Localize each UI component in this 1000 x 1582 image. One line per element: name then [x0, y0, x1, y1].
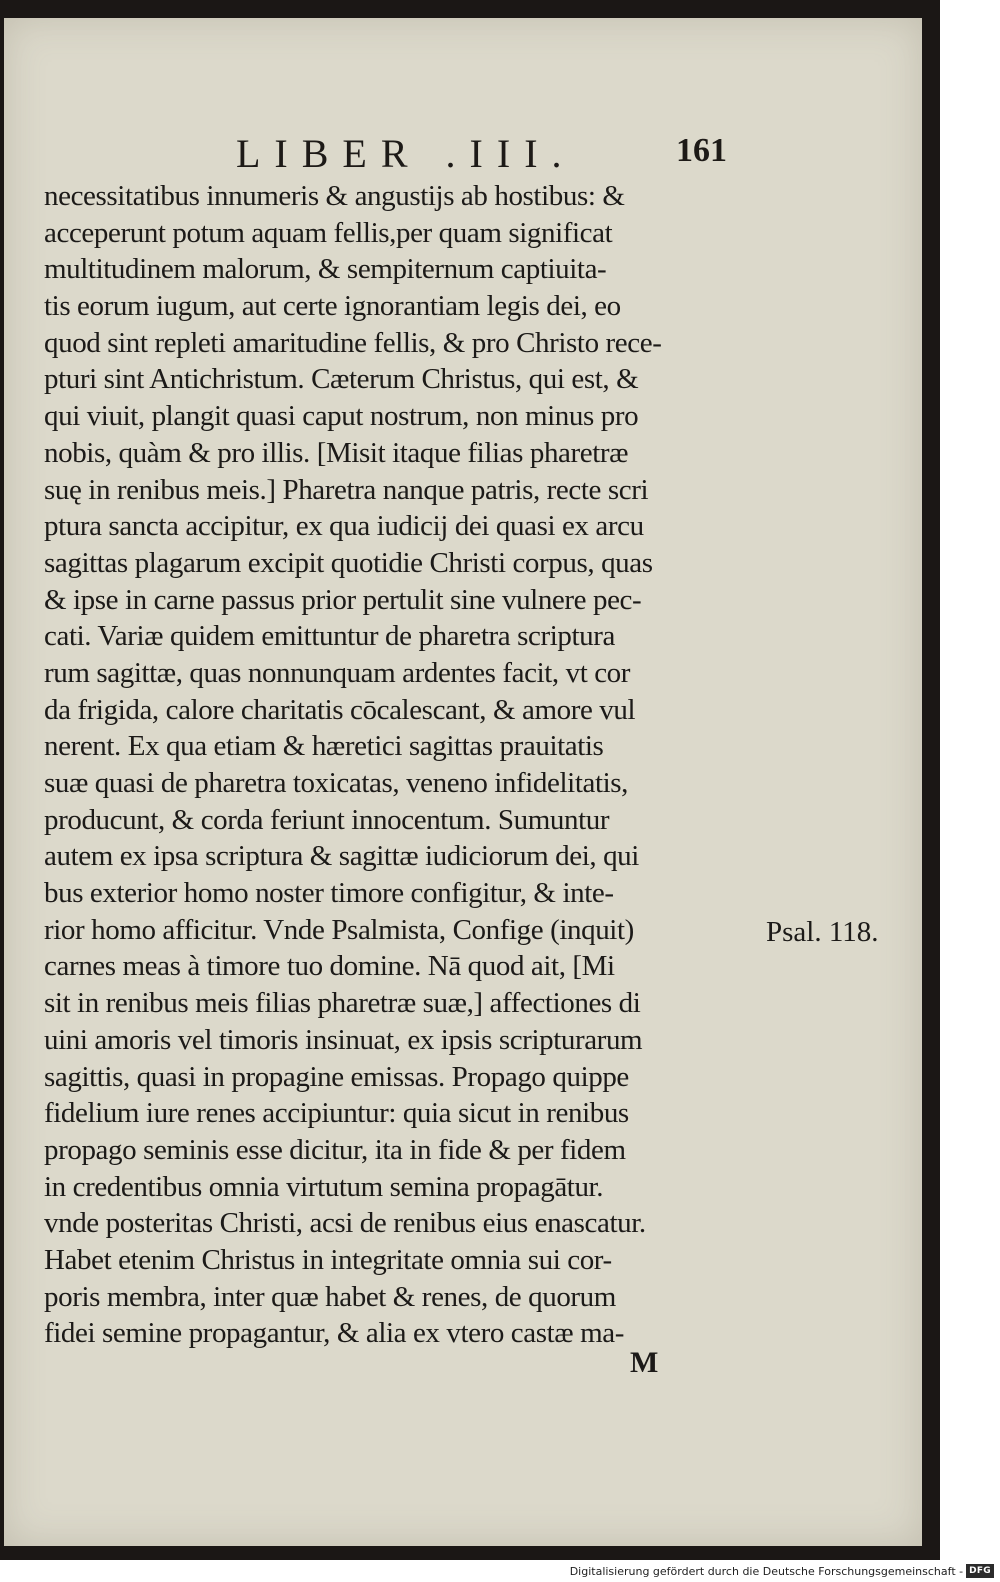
page-number: 161 [676, 132, 727, 169]
text-line: fidelium iure renes accipiuntur: quia sicut in renibus [44, 1097, 629, 1130]
body-text [44, 178, 784, 1352]
text-line: & ipse in carne passus prior pertulit sine vulnere pec- [44, 583, 642, 616]
text-line: rior homo afficitur. Vnde Psalmista, Confige (inquit) [44, 913, 634, 946]
text-line: pturi sint Antichristum. Cæterum Christus, qui est, & [44, 363, 639, 396]
text-line: da frigida, calore charitatis cōcalescant, & amore vul [44, 693, 636, 726]
text-line: producunt, & corda feriunt innocentum. Sumuntur [44, 803, 610, 836]
text-line: fidei semine propagantur, & alia ex vtero castæ ma- [44, 1317, 624, 1350]
text-line: sagittis, quasi in propagine emissas. Propago quippe [44, 1060, 629, 1093]
page-header [4, 130, 922, 178]
text-line: in credentibus omnia virtutum semina propagātur. [44, 1170, 604, 1203]
text-line: suę in renibus meis.] Pharetra nanque patris, recte scri [44, 473, 649, 506]
text-line: suæ quasi de pharetra toxicatas, veneno infidelitatis, [44, 767, 629, 799]
footer-credit-text: Digitalisierung gefördert durch die Deutsche Forschungsgemeinschaft - [569, 1564, 964, 1578]
footer-credit [570, 1564, 994, 1578]
book-page [4, 18, 922, 1546]
text-line: Habet etenim Christus in integritate omnia sui cor- [44, 1243, 612, 1276]
text-line: autem ex ipsa scriptura & sagittæ iudiciorum dei, qui [44, 840, 639, 873]
dfg-logo: DFG [966, 1564, 994, 1578]
text-line: carnes meas à timore tuo domine. Nā quod ait, [Mi [44, 950, 615, 983]
text-line: rum sagittæ, quas nonnunquam ardentes facit, vt cor [44, 656, 631, 689]
text-line: tis eorum iugum, aut certe ignorantiam legis dei, eo [44, 290, 621, 323]
text-line: necessitatibus innumeris & angustijs ab hostibus: & [44, 180, 625, 212]
text-line: poris membra, inter quæ habet & renes, de quorum [44, 1280, 616, 1313]
text-line: acceperunt potum aquam fellis,per quam significat [44, 216, 613, 249]
text-line: nerent. Ex qua etiam & hæretici sagittas prauitatis [44, 730, 604, 763]
text-line: ptura sancta accipitur, ex qua iudicij dei quasi ex arcu [44, 510, 644, 543]
text-line: sit in renibus meis filias pharetræ suæ,] affectiones di [44, 987, 641, 1020]
text-line: sagittas plagarum excipit quotidie Christi corpus, quas [44, 546, 653, 579]
text-line: qui viuit, plangit quasi caput nostrum, non minus pro [44, 400, 639, 433]
text-line: propago seminis esse dicitur, ita in fide & per fidem [44, 1133, 626, 1166]
marginal-note: Psal. 118. [766, 916, 879, 948]
text-line: bus exterior homo noster timore configitur, & inte- [44, 877, 614, 910]
text-line: uini amoris vel timoris insinuat, ex ipsis scripturarum [44, 1023, 643, 1056]
text-line: cati. Variæ quidem emittuntur de pharetra scriptura [44, 620, 615, 653]
signature-mark: M [630, 1346, 659, 1379]
text-line: quod sint repleti amaritudine fellis, & pro Christo rece- [44, 326, 662, 359]
text-line: multitudinem malorum, & sempiternum captiuita- [44, 253, 607, 286]
text-line: vnde posteritas Christi, acsi de renibus eius enascatur. [44, 1207, 646, 1240]
running-title: LIBER .III. [236, 131, 576, 176]
text-line: nobis, quàm & pro illis. [Misit itaque filias pharetræ [44, 436, 629, 469]
